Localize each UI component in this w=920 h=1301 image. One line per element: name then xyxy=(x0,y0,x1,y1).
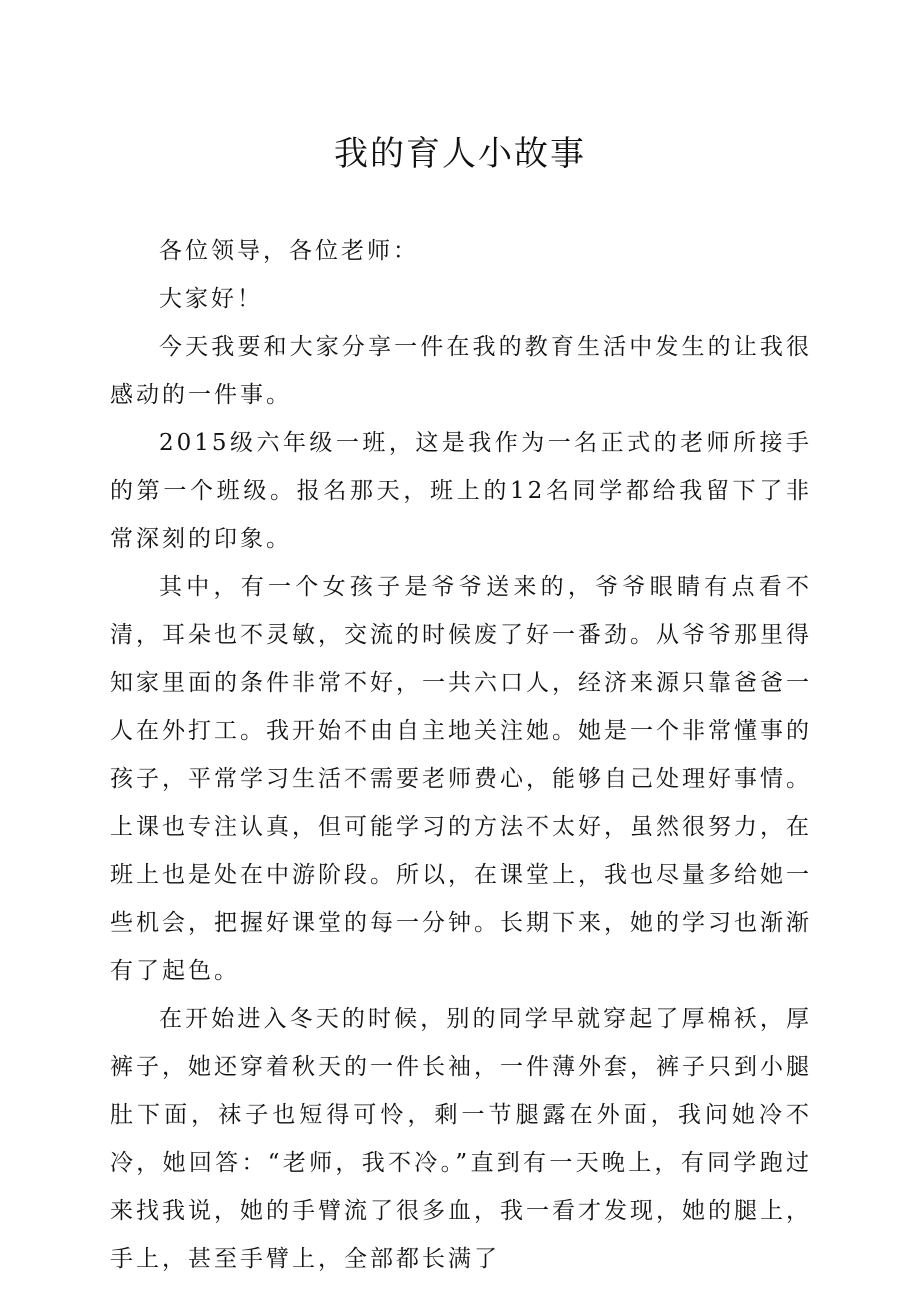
paragraph-greeting: 各位领导，各位老师： xyxy=(159,238,419,264)
paragraph-hello: 大家好！ xyxy=(159,286,263,312)
paragraph-winter: 在开始进入冬天的时候，别的同学早就穿起了厚棉袄，厚裤子，她还穿着秋天的一件长袖，一件薄外套，裤子只到小腿肚下面，袜子也短得可怜，剩一节腿露在外面，我问她冷不冷，她回答：“老师，我不冷。”直到有一天晚上，有同学跑过来找我说，她的手臂流了很多血，我一看才发现，她的腿上，手上，甚至手臂上，全部都长满了 xyxy=(110,1006,812,1272)
paragraph-class: 2015级六年级一班，这是我作为一名正式的老师所接手的第一个班级。报名那天，班上的12名同学都给我留下了非常深刻的印象。 xyxy=(110,430,812,552)
paragraph-girl: 其中，有一个女孩子是爷爷送来的，爷爷眼睛有点看不清，耳朵也不灵敏，交流的时候废了好一番劲。从爷爷那里得知家里面的条件非常不好，一共六口人，经济来源只靠爸爸一人在外打工。我开始不由自主地关注她。她是一个非常懂事的孩子，平常学习生活不需要老师费心，能够自己处理好事情。上课也专注认真，但可能学习的方法不太好，虽然很努力，在班上也是处在中游阶段。所以，在课堂上，我也尽量多给她一些机会，把握好课堂的每一分钟。长期下来，她的学习也渐渐有了起色。 xyxy=(110,574,812,984)
document-title: 我的育人小故事 xyxy=(334,134,586,174)
document-body xyxy=(110,227,812,1283)
paragraph-intro: 今天我要和大家分享一件在我的教育生活中发生的让我很感动的一件事。 xyxy=(110,334,812,408)
